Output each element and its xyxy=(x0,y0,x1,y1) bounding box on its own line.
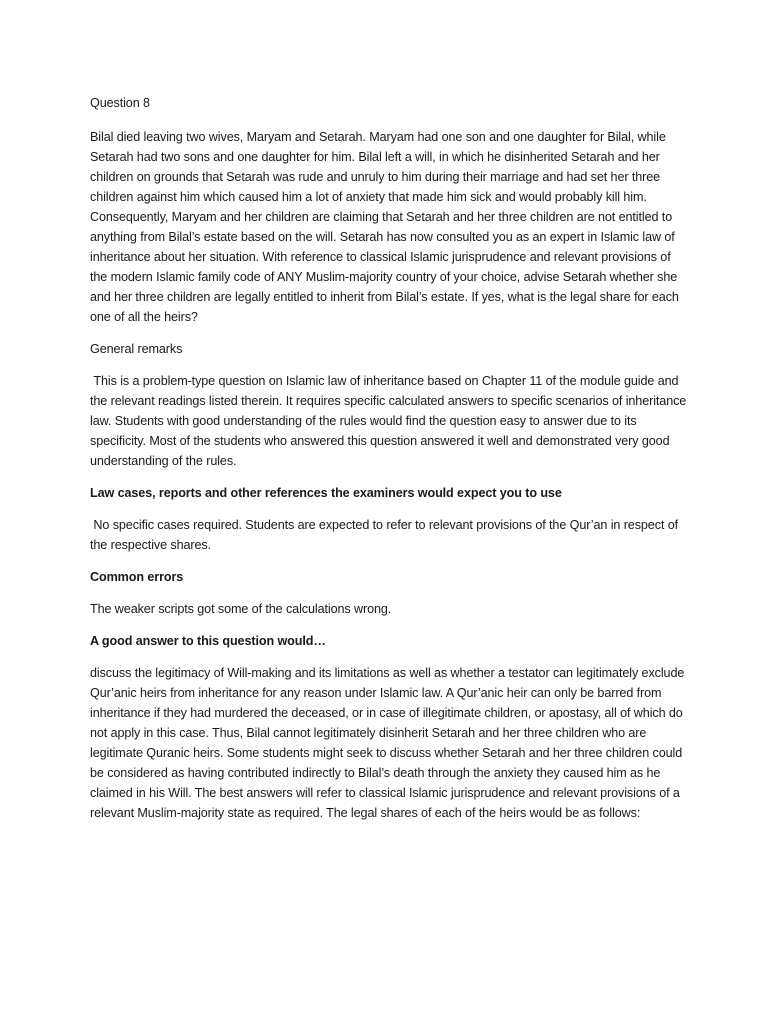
general-remarks-body xyxy=(90,371,690,471)
law-cases-body xyxy=(90,515,690,555)
common-errors-body: The weaker scripts got some of the calculations wrong. xyxy=(90,602,392,616)
good-answer-heading: A good answer to this question would… xyxy=(90,634,326,648)
common-errors-heading: Common errors xyxy=(90,570,184,584)
good-answer-body: discuss the legitimacy of Will-making and its limitations as well as whether a testator can legitimately exclude Qur’anic heirs from inheritance for any reason under Islamic law. A Qur’anic heir can only be barred from inheritance if they had murdered the deceased, or in case of illegitimate children, or apostasy, all of which do not apply in this case. Thus, Bilal cannot legitimately disinherit Setarah and her three children who are legitimate Quranic heirs. Some students might seek to discuss whether Setarah and her three children could be considered as having contributed indirectly to Bilal’s death through the anxiety they caused him as he claimed in his Will. The best answers will refer to classical Islamic jurisprudence and relevant provisions of a relevant Muslim-majority state as required. The legal shares of each of the heirs would be as follows: xyxy=(90,666,685,820)
question-title: Question 8 xyxy=(90,96,150,110)
law-cases-heading: Law cases, reports and other references the examiners would expect you to use xyxy=(90,486,562,500)
general-remarks-text: This is a problem-type question on Islamic law of inheritance based on Chapter 11 of the module guide and the relevant readings listed therein. It requires specific calculated answers to specific scenarios of inheritance law. Students with good understanding of the rules would find the question easy to answer due to its specificity. Most of the students who answered this question answered it well and demonstrated very good understanding of the rules. xyxy=(90,374,687,468)
general-remarks-heading: General remarks xyxy=(90,342,183,356)
document-content xyxy=(90,93,690,835)
law-cases-text: No specific cases required. Students are expected to refer to relevant provisions of the Qur’an in respect of the respective shares. xyxy=(90,518,678,552)
question-body: Bilal died leaving two wives, Maryam and Setarah. Maryam had one son and one daughter for Bilal, while Setarah had two sons and one daughter for him. Bilal left a will, in which he disinherited Setarah and her children on grounds that Setarah was rude and unruly to him during their marriage and had set her three children against him which caused him a lot of anxiety that made him sick and would probably kill him. Consequently, Maryam and her children are claiming that Setarah and her three children are not entitled to anything from Bilal’s estate based on the will. Setarah has now consulted you as an expert in Islamic law of inheritance about her situation. With reference to classical Islamic jurisprudence and relevant provisions of the modern Islamic family code of ANY Muslim-majority country of your choice, advise Setarah whether she and her three children are legally entitled to inherit from Bilal’s estate. If yes, what is the legal share for each one of all the heirs? xyxy=(90,130,679,324)
